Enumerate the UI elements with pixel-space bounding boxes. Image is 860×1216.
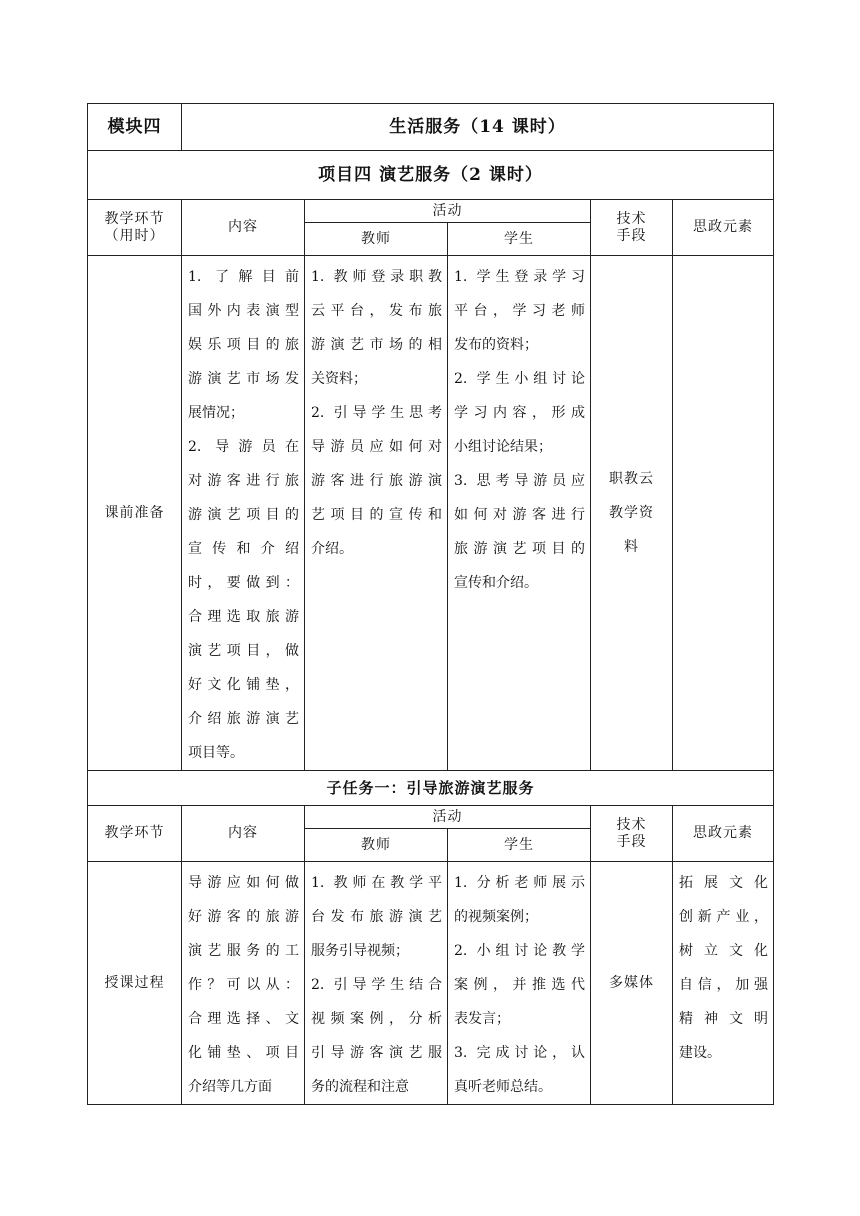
ideology-header: 思政元素 <box>673 200 774 256</box>
stage-header-line-1: 教学环节 <box>104 210 165 227</box>
text-line: 关资料； <box>311 371 367 387</box>
text-line: 案例，并推选代 <box>454 977 585 993</box>
text-line: 宣传和介绍。 <box>454 575 538 591</box>
tech-header <box>591 200 673 256</box>
tech-header-line-1: 技术 <box>616 210 647 227</box>
text-line: 娱乐项目的旅 <box>188 337 299 353</box>
text-line: 展情况； <box>188 405 244 421</box>
module-title: 生活服务（14 课时） <box>182 104 774 151</box>
text-line: 1. 分析老师展示 <box>454 875 585 891</box>
stage-header-line-2: （用时） <box>104 227 165 244</box>
text-line: 1. 了解目前 <box>188 269 299 285</box>
column-header-row <box>88 200 774 223</box>
text-line: 3. 思考导游员应 <box>454 473 585 489</box>
text-line: 职教云 <box>609 471 654 487</box>
text-line: 化铺垫、项目 <box>188 1045 299 1061</box>
stage-header <box>88 200 182 256</box>
section2-ideology <box>673 862 774 1105</box>
text-line: 引导游客演艺服 <box>311 1045 442 1061</box>
text-line: 好游客的旅游 <box>188 909 299 925</box>
section2-stage: 授课过程 <box>88 862 182 1105</box>
text-line: 介绍旅游演艺 <box>188 711 299 727</box>
text-line: 教学资 <box>609 505 654 521</box>
content-header-2: 内容 <box>182 806 305 862</box>
tech-header-2-line-2: 手段 <box>616 833 647 850</box>
text-line: 发布的资料； <box>454 337 538 353</box>
section1-stage: 课前准备 <box>88 256 182 771</box>
student-header-2: 学生 <box>448 829 591 862</box>
text-line: 1. 教师登录职教 <box>311 269 442 285</box>
section1-ideology <box>673 256 774 771</box>
text-line: 2. 小组讨论教学 <box>454 943 585 959</box>
text-line: 合理选择、文 <box>188 1011 299 1027</box>
text-line: 学习内容，形成 <box>454 405 585 421</box>
tech-header-2-line-1: 技术 <box>616 816 647 833</box>
text-line: 对游客进行旅 <box>188 473 299 489</box>
section1-row <box>88 256 774 771</box>
section1-content <box>182 256 305 771</box>
text-line: 表发言； <box>454 1011 510 1027</box>
section1-teacher <box>305 256 448 771</box>
activity-header: 活动 <box>305 200 591 223</box>
ideology-header-2: 思政元素 <box>673 806 774 862</box>
project-row <box>88 151 774 200</box>
section1-student <box>448 256 591 771</box>
module-label: 模块四 <box>88 104 182 151</box>
text-line: 1. 学生登录学习 <box>454 269 585 285</box>
section2-student <box>448 862 591 1105</box>
text-line: 3. 完成讨论，认 <box>454 1045 585 1061</box>
text-line: 演艺服务的工 <box>188 943 299 959</box>
section2-row <box>88 862 774 1105</box>
project-title: 项目四 演艺服务（2 课时） <box>88 151 774 200</box>
text-line: 演艺项目，做 <box>188 643 299 659</box>
text-line: 台发布旅游演艺 <box>311 909 442 925</box>
student-header: 学生 <box>448 223 591 256</box>
text-line: 艺项目的宣传和 <box>311 507 442 523</box>
text-line: 介绍等几方面 <box>188 1079 272 1095</box>
text-line: 2. 导游员在 <box>188 439 299 455</box>
text-line: 游演艺项目的 <box>188 507 299 523</box>
text-line: 料 <box>624 539 639 555</box>
text-line: 时，要做到： <box>188 575 299 591</box>
text-line: 平台，学习老师 <box>454 303 585 319</box>
text-line: 导游应如何做 <box>188 875 299 891</box>
subtask-title: 子任务一：引导旅游演艺服务 <box>88 771 774 806</box>
column-header-row-2 <box>88 806 774 829</box>
section2-content <box>182 862 305 1105</box>
text-line: 云平台，发布旅 <box>311 303 442 319</box>
text-line: 游演艺市场发 <box>188 371 299 387</box>
text-line: 真听老师总结。 <box>454 1079 552 1095</box>
lesson-plan-table <box>87 103 774 1105</box>
section2-tech: 多媒体 <box>591 862 673 1105</box>
text-line: 2. 引导学生结合 <box>311 977 442 993</box>
text-line: 建设。 <box>679 1045 721 1061</box>
subtask-row <box>88 771 774 806</box>
section2-teacher <box>305 862 448 1105</box>
text-line: 旅游演艺项目的 <box>454 541 585 557</box>
stage-header-2: 教学环节 <box>88 806 182 862</box>
text-line: 的视频案例； <box>454 909 538 925</box>
text-line: 树立文化 <box>679 943 768 959</box>
content-header: 内容 <box>182 200 305 256</box>
text-line: 1. 教师在教学平 <box>311 875 442 891</box>
tech-header-line-2: 手段 <box>616 227 647 244</box>
teacher-header-2: 教师 <box>305 829 448 862</box>
text-line: 创新产业， <box>679 909 768 925</box>
text-line: 拓展文化 <box>679 875 768 891</box>
text-line: 精神文明 <box>679 1011 768 1027</box>
text-line: 如何对游客进行 <box>454 507 585 523</box>
text-line: 宣传和介绍 <box>188 541 299 557</box>
module-row <box>88 104 774 151</box>
text-line: 游客进行旅游演 <box>311 473 442 489</box>
text-line: 介绍。 <box>311 541 353 557</box>
text-line: 务的流程和注意 <box>311 1079 409 1095</box>
text-line: 项目等。 <box>188 745 244 761</box>
section1-tech <box>591 256 673 771</box>
text-line: 导游员应如何对 <box>311 439 442 455</box>
text-line: 视频案例，分析 <box>311 1011 442 1027</box>
text-line: 合理选取旅游 <box>188 609 299 625</box>
text-line: 服务引导视频； <box>311 943 409 959</box>
activity-header-2: 活动 <box>305 806 591 829</box>
text-line: 自信，加强 <box>679 977 768 993</box>
text-line: 游演艺市场的相 <box>311 337 442 353</box>
text-line: 小组讨论结果； <box>454 439 552 455</box>
tech-header-2 <box>591 806 673 862</box>
teacher-header: 教师 <box>305 223 448 256</box>
text-line: 好文化铺垫， <box>188 677 299 693</box>
text-line: 2. 学生小组讨论 <box>454 371 585 387</box>
text-line: 2. 引导学生思考 <box>311 405 442 421</box>
text-line: 作？可以从： <box>188 977 299 993</box>
text-line: 国外内表演型 <box>188 303 299 319</box>
